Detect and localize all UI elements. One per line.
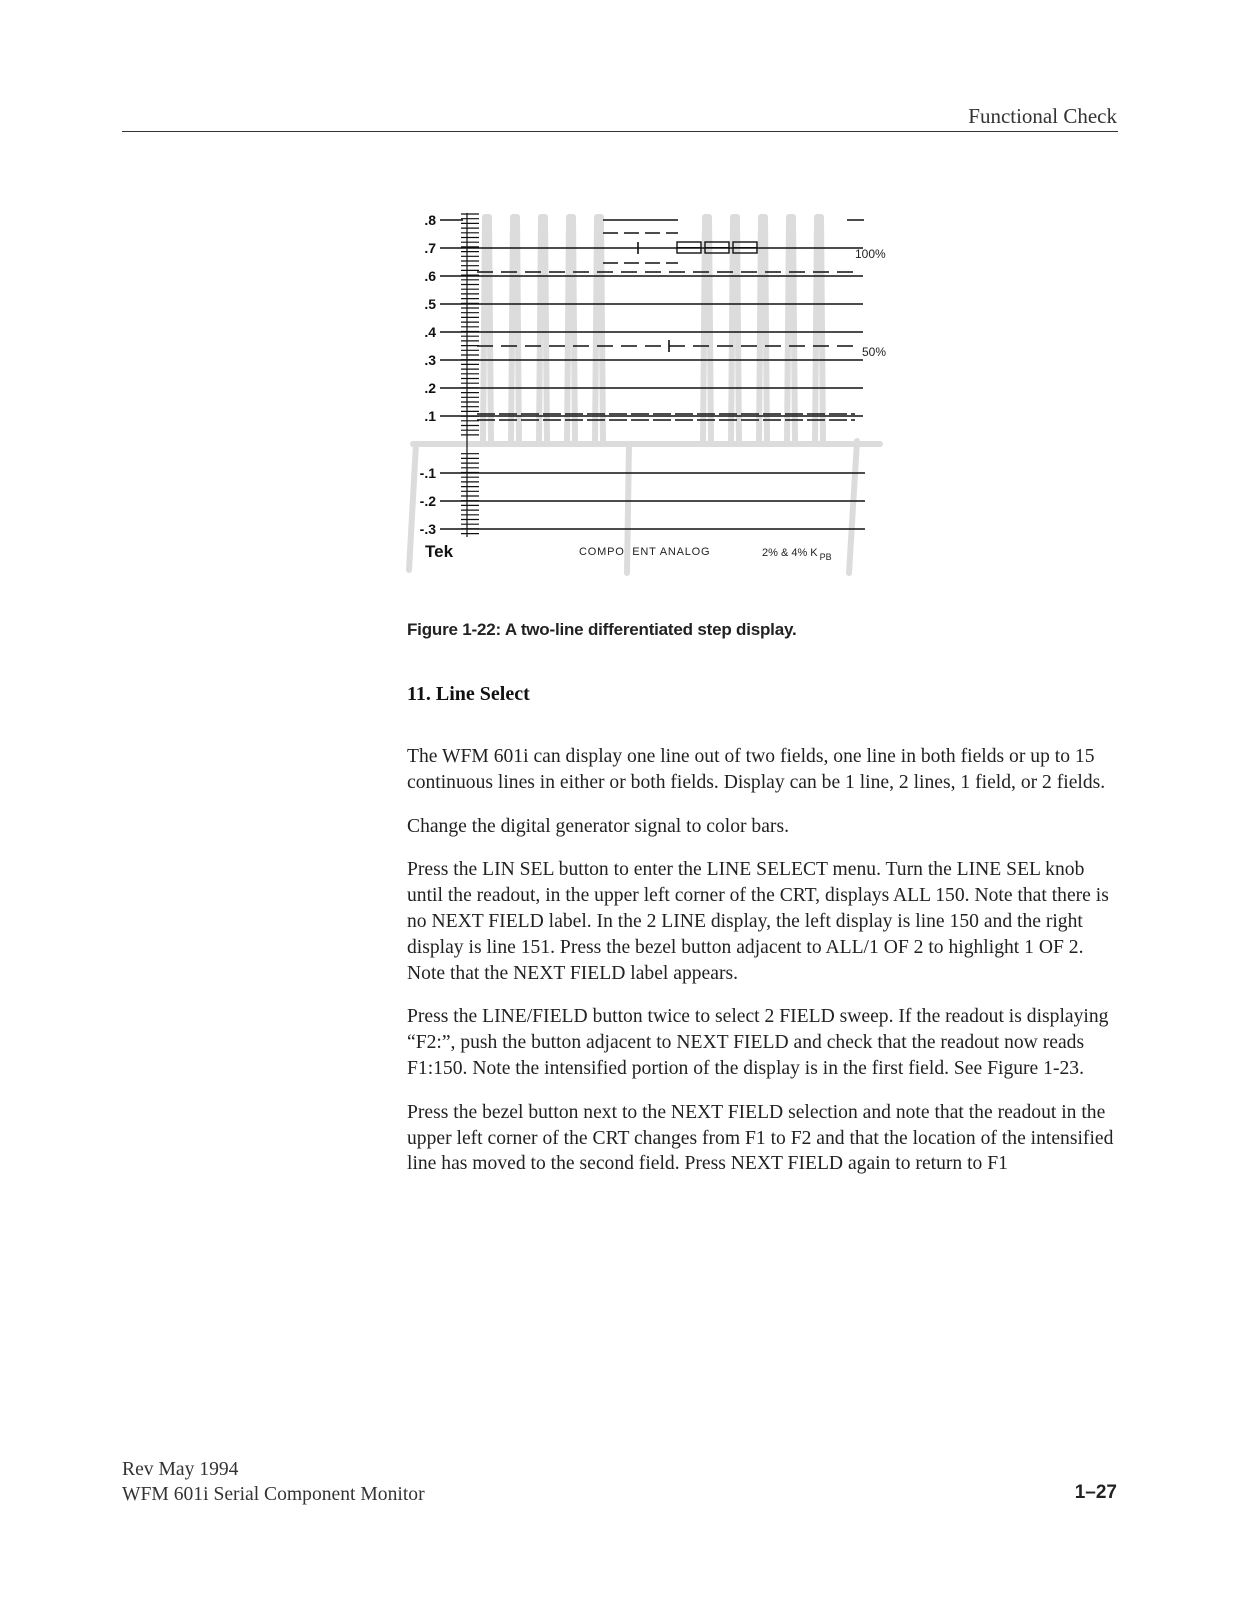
figure-caption: Figure 1-22: A two-line differentiated step display. <box>407 620 797 639</box>
graticule-lines <box>440 220 865 529</box>
section-heading: 11. Line Select <box>407 683 530 705</box>
waveform-step <box>731 217 739 444</box>
page-number: 1–27 <box>1074 1482 1117 1503</box>
scale-label: .5 <box>424 296 436 312</box>
waveform-step <box>703 217 711 444</box>
waveform-edge <box>849 441 857 573</box>
waveform-edge <box>409 444 416 570</box>
scale-label: .7 <box>424 240 436 256</box>
paragraph: Press the LIN SEL button to enter the LINE SELECT menu. Turn the LINE SEL knob until the readout, in the upper left corner of the CRT, displays ALL 150. Note that there is no NEXT FIELD label. In the 2 LINE display, the left display is line 150 and the right display is line 151. Press the bezel button adjacent to ALL/1 OF 2 to highlight 1 OF 2. Note that the NEXT FIELD label appears. <box>407 859 1109 984</box>
scale-label: .4 <box>424 324 436 340</box>
paragraph: Press the LINE/FIELD button twice to select 2 FIELD sweep. If the readout is displaying “F2:”, push the button adjacent to NEXT FIELD and check that the readout now reads F1:150. Note the intensified portion of the display is in the first field. See Figure 1-23. <box>407 1006 1109 1079</box>
vertical-scale-ticks <box>461 213 479 537</box>
tek-logo: Tek <box>425 542 454 561</box>
scale-label: -.2 <box>419 493 436 509</box>
waveform-steps <box>409 217 880 573</box>
scale-label: -.1 <box>419 465 436 481</box>
scale-label: .2 <box>424 380 436 396</box>
waveform-step <box>567 217 575 444</box>
paragraph: The WFM 601i can display one line out of two fields, one line in both fields or up to 15 continuous lines in either or both fields. Display can be 1 line, 2 lines, 1 field, or 2 fields. <box>407 746 1106 793</box>
running-header: Functional Check <box>968 104 1117 128</box>
paragraph: Change the digital generator signal to color bars. <box>407 815 789 837</box>
scale-label: .1 <box>424 408 436 424</box>
waveform-step <box>483 217 491 444</box>
setting-label <box>762 547 832 562</box>
footer <box>122 1457 425 1507</box>
footer-product: WFM 601i Serial Component Monitor <box>122 1484 425 1505</box>
paragraph: Press the bezel button next to the NEXT FIELD selection and note that the readout in the upper left corner of the CRT changes from F1 to F2 and that the location of the intensified line has moved to the second field. Press NEXT FIELD again to return to F1 <box>407 1101 1114 1175</box>
percent-50-label: 50% <box>862 345 887 359</box>
waveform-step <box>815 217 823 444</box>
body-text <box>407 744 1119 1195</box>
waveform-step <box>759 217 767 444</box>
mode-label: COMPO ENT ANALOG <box>579 546 711 558</box>
waveform-step <box>511 217 519 444</box>
scale-label: .8 <box>424 212 436 228</box>
setting-subscript: PB <box>819 552 832 562</box>
waveform-graticule <box>405 205 890 585</box>
footer-revision: Rev May 1994 <box>122 1459 239 1480</box>
scale-label: .6 <box>424 268 436 284</box>
setting-main: 2% & 4% K <box>762 547 818 559</box>
waveform-step <box>539 217 547 444</box>
waveform-step <box>787 217 795 444</box>
scale-label: .3 <box>424 352 436 368</box>
scale-labels <box>420 212 437 537</box>
header-rule <box>122 131 1118 132</box>
waveform-figure <box>405 205 890 585</box>
waveform-step <box>595 217 603 444</box>
percent-100-label: 100% <box>855 247 886 261</box>
scale-label: -.3 <box>419 521 436 537</box>
